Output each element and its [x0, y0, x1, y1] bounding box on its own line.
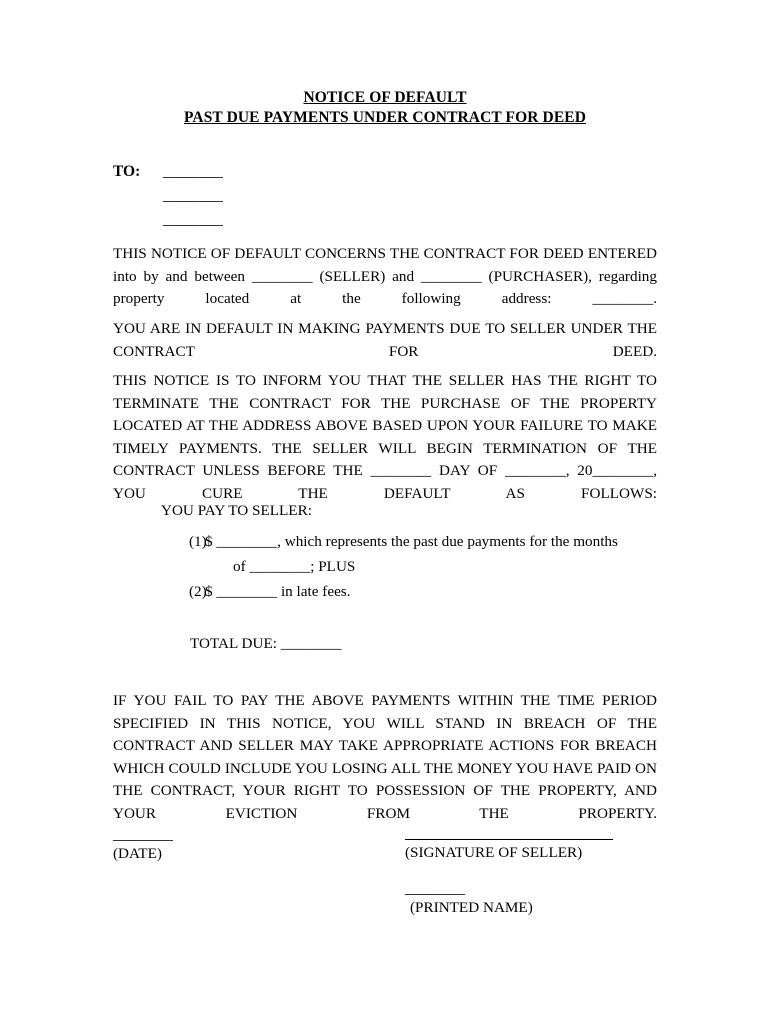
title-line-primary: [113, 88, 657, 108]
seller-signature-line[interactable]: [405, 839, 613, 840]
printed-name-block: [405, 882, 657, 918]
signature-area: [113, 826, 657, 916]
seller-signature-caption: (SIGNATURE OF SELLER): [405, 844, 583, 861]
printed-name-blank[interactable]: ________: [405, 880, 465, 897]
date-blank[interactable]: ________: [113, 826, 173, 843]
seller-signature-block: [405, 828, 657, 863]
title-line-primary-text: NOTICE OF DEFAULT: [303, 89, 467, 106]
title-line-secondary-text: PAST DUE PAYMENTS UNDER CONTRACT FOR DEED: [184, 109, 586, 126]
recipient-row-3: [113, 211, 513, 235]
recipient-row-1: [113, 163, 513, 187]
paragraph-termination-rights: THIS NOTICE IS TO INFORM YOU THAT THE SELLER HAS THE RIGHT TO TERMINATE THE CONTRACT FOR THE PURCHASE OF THE PROPERTY LOCATED AT THE ADDRESS ABOVE BASED UPON YOUR FAILURE TO MAKE TIMELY PAYMENTS. THE SELLER WILL BEGIN TERMINATION OF THE CONTRACT UNLESS BEFORE THE ________ DAY OF ________, 20________, YOU CURE THE DEFAULT AS FOLLOWS:: [113, 372, 657, 502]
recipient-blank-1[interactable]: ________: [163, 163, 223, 180]
recipient-blank-3[interactable]: ________: [163, 211, 223, 228]
total-due-line[interactable]: TOTAL DUE: ________: [190, 635, 342, 652]
payment-item-2: [161, 579, 657, 604]
title-line-secondary: [113, 108, 657, 128]
date-block: [113, 828, 353, 864]
payment-item-2-number: (2): [189, 583, 207, 600]
recipient-blank-2[interactable]: ________: [163, 187, 223, 204]
date-caption: (DATE): [113, 845, 162, 862]
recipient-label: TO:: [113, 163, 141, 180]
printed-name-caption: (PRINTED NAME): [410, 899, 533, 916]
recipient-block: [113, 163, 513, 235]
payments-heading: YOU PAY TO SELLER:: [161, 502, 312, 519]
payment-item-2-text[interactable]: $ ________ in late fees.: [205, 583, 351, 600]
payment-item-1: [161, 529, 657, 554]
payment-item-1-text[interactable]: $ ________, which represents the past due payments for the months: [205, 533, 618, 550]
signature-row: [113, 828, 657, 876]
payments-list: [161, 529, 657, 604]
payment-item-1-continuation[interactable]: of ________; PLUS: [233, 558, 356, 575]
paragraph-default-notice: YOU ARE IN DEFAULT IN MAKING PAYMENTS DUE TO SELLER UNDER THE CONTRACT FOR DEED.: [113, 320, 657, 360]
payment-item-1-number: (1): [189, 533, 207, 550]
document-title: [113, 88, 657, 128]
paragraph-breach-warning: IF YOU FAIL TO PAY THE ABOVE PAYMENTS WITHIN THE TIME PERIOD SPECIFIED IN THIS NOTICE, YOU WILL STAND IN BREACH OF THE CONTRACT AND SELLER MAY TAKE APPROPRIATE ACTIONS FOR BREACH WHICH COULD INCLUDE YOU LOSING ALL THE MONEY YOU HAVE PAID ON THE CONTRACT, YOUR RIGHT TO POSSESSION OF THE PROPERTY, AND YOUR EVICTION FROM THE PROPERTY.: [113, 692, 657, 822]
paragraph-contract-reference: THIS NOTICE OF DEFAULT CONCERNS THE CONTRACT FOR DEED ENTERED into by and between ________ (SELLER) and ________ (PURCHASER), regarding property located at the following address: ________.: [113, 245, 657, 307]
recipient-row-2: [113, 187, 513, 211]
